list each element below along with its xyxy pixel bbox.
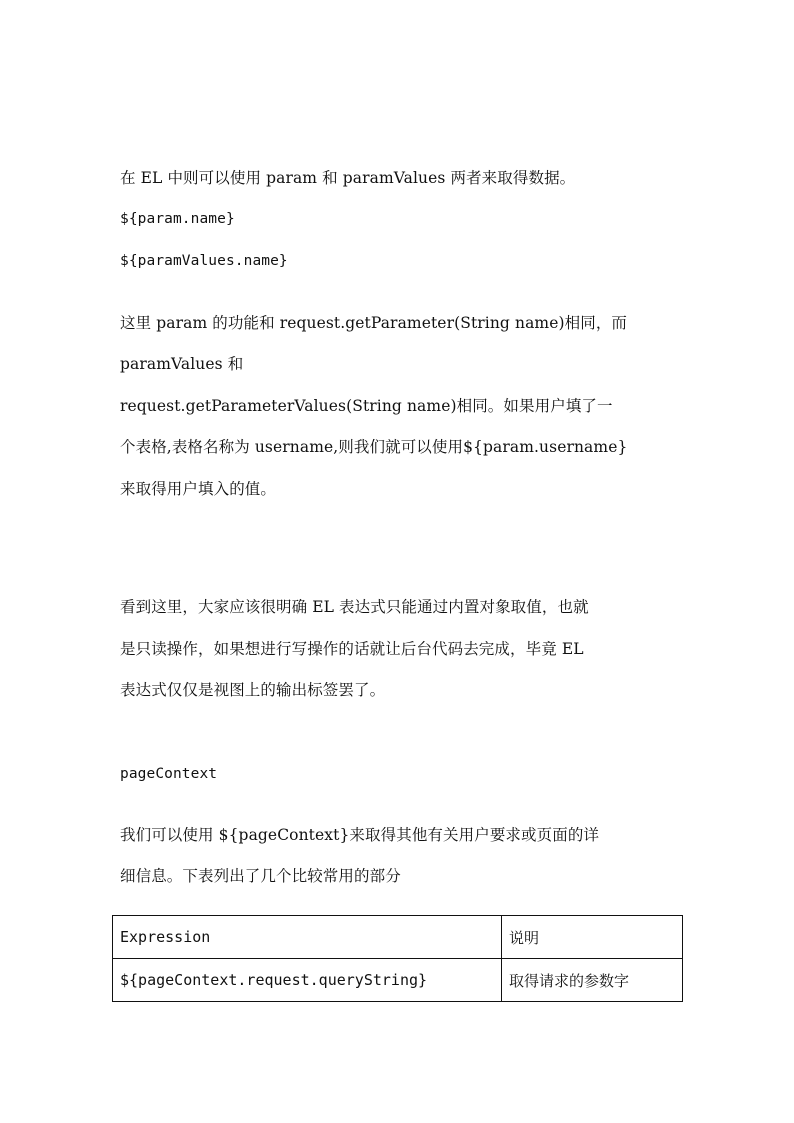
paragraph-readonly-line1: 看到这里，大家应该很明确 EL 表达式只能通过内置对象取值，也就 [120, 598, 589, 616]
paragraph-pagecontext-line1: 我们可以使用 ${pageContext}来取得其他有关用户要求或页面的详 [120, 826, 600, 844]
table-header-description: 说明 [502, 916, 683, 959]
paragraph-readonly-line2: 是只读操作，如果想进行写操作的话就让后台代码去完成，毕竟 EL [120, 640, 584, 658]
table-row [113, 959, 683, 1002]
paragraph-param-explain-line4: 个表格,表格名称为 username,则我们就可以使用${param.username} [120, 438, 628, 456]
paragraph-param-explain-line3: request.getParameterValues(String name)相同。如果用户填了一 [120, 397, 613, 415]
paragraph-el-param-intro: 在 EL 中则可以使用 param 和 paramValues 两者来取得数据。 [120, 169, 576, 187]
paragraph-param-explain-line2: paramValues 和 [120, 355, 244, 373]
paragraph-param-explain-line5: 来取得用户填入的值。 [120, 480, 277, 498]
table-cell-description: 取得请求的参数字 [502, 959, 683, 1002]
heading-pagecontext: pageContext [120, 766, 218, 782]
code-paramvalues-name: ${paramValues.name} [120, 253, 288, 269]
paragraph-readonly-line3: 表达式仅仅是视图上的输出标签罢了。 [120, 681, 386, 699]
paragraph-pagecontext-line2: 细信息。下表列出了几个比较常用的部分 [120, 867, 401, 885]
code-param-name: ${param.name} [120, 211, 235, 227]
expression-table [112, 915, 683, 1002]
table-cell-expression: ${pageContext.request.queryString} [113, 959, 502, 1002]
table-header-expression: Expression [113, 916, 502, 959]
paragraph-param-explain-line1: 这里 param 的功能和 request.getParameter(String name)相同，而 [120, 314, 628, 332]
table-header-row [113, 916, 683, 959]
